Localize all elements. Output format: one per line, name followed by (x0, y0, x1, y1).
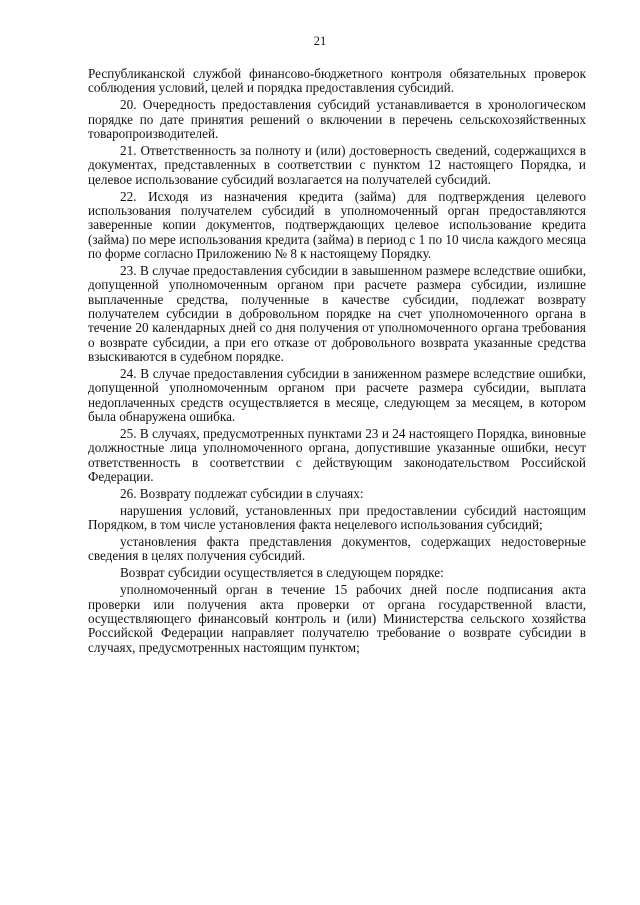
paragraph-continuation: Республиканской службой финансово-бюджетного контроля обязательных проверок соблюдения условий, целей и порядка предоставления субсидий. (88, 66, 586, 96)
paragraph-23: 23. В случае предоставления субсидии в завышенном размере вследствие ошибки, допущенной уполномоченным органом при расчете размера субсидии, излишне выплаченные средства, полученные в качестве субсидии, подлежат возврату получателем субсидии в добровольном порядке на счет уполномоченного органа в течение 20 календарных дней со дня получения от уполномоченного органа требования о возврате субсидии, а при его отказе от добровольного возврата указанные средства взыскиваются в судебном порядке. (88, 262, 586, 364)
paragraph-return-procedure: Возврат субсидии осуществляется в следующем порядке: (120, 565, 444, 581)
paragraph-20: 20. Очередность предоставления субсидий устанавливается в хронологическом порядке по дате принятия решений о включении в перечень сельскохозяйственных товаропроизводителей. (88, 97, 586, 141)
paragraph-21: 21. Ответственность за полноту и (или) достоверность сведений, содержащихся в документах, представленных в соответствии с пунктом 12 настоящего Порядка, и целевое использование субсидий возлагается на получателей субсидий. (88, 142, 586, 187)
document-body (88, 67, 586, 658)
list-item-false-documents: установления факта представления документов, содержащих недостоверные сведения в целях получения субсидий. (88, 534, 586, 564)
paragraph-26: 26. Возврату подлежат субсидии в случаях: (120, 485, 364, 501)
list-item-return-requirement: уполномоченный орган в течение 15 рабочих дней после подписания акта проверки или получения акта проверки от органа государственной власти, осуществляющего финансовый контроль и (или) Министерства сельского хозяйства Российской Федерации направляет получателю требование о возврате субсидии в случаях, предусмотренных настоящим пунктом; (88, 582, 586, 655)
paragraph-25: 25. В случаях, предусмотренных пунктами 23 и 24 настоящего Порядка, виновные должностные лица уполномоченного органа, допустившие указанные ошибки, несут ответственность в соответствии с действующим законодательством Российской Федерации. (88, 425, 586, 484)
list-item-violation: нарушения условий, установленных при предоставлении субсидий настоящим Порядком, в том числе установления факта нецелевого использования субсидий; (88, 502, 586, 533)
page-number: 21 (313, 34, 327, 48)
paragraph-22: 22. Исходя из назначения кредита (займа) для подтверждения целевого использования получателем субсидий в уполномоченный орган предоставляются заверенные копии документов, подтверждающих целевое использование кредита (займа) по мере использования кредита (займа) в период с 1 по 10 числа каждого месяца по форме согласно Приложению № 8 к настоящему Порядку. (88, 188, 586, 261)
paragraph-24: 24. В случае предоставления субсидии в заниженном размере вследствие ошибки, допущенной уполномоченным органом при расчете размера субсидии, выплата недоплаченных средств осуществляется в месяце, следующем за месяцем, в котором была обнаружена ошибка. (88, 365, 586, 424)
